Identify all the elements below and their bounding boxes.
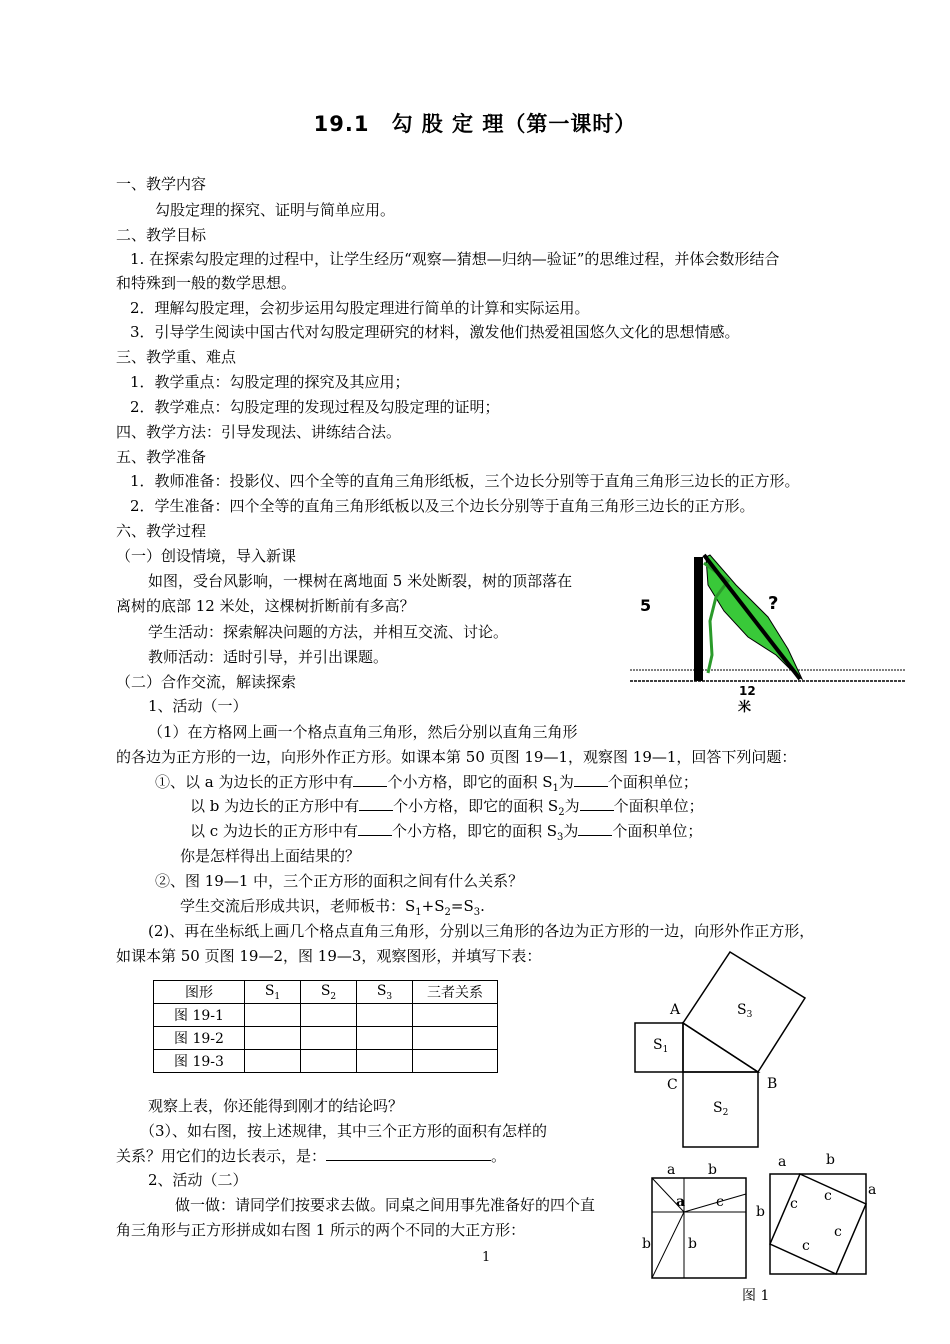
vertex-C: C bbox=[667, 1077, 678, 1093]
pythagoras-squares-figure bbox=[625, 948, 825, 1153]
paragraph: 1．教师准备：投影仪、四个全等的直角三角形纸板，三个边长分别等于直角三角形三边长的正方形。 bbox=[130, 472, 800, 490]
fig1-label: b bbox=[708, 1162, 717, 1178]
question-line: 以 c 为边长的正方形中有 个小方格，即它的面积 $S_3$为 个面积单位； bbox=[190, 822, 703, 843]
paragraph: 角三角形与正方形拼成如右图 1 所示的两个不同的大正方形： bbox=[116, 1221, 526, 1239]
figure-1-squares bbox=[636, 1150, 876, 1310]
height-label: 5 bbox=[640, 596, 652, 615]
area-S1: $S_1$ bbox=[653, 1037, 669, 1055]
fig1-label: b bbox=[756, 1204, 765, 1220]
tree-trunk bbox=[694, 557, 703, 681]
section-heading: 五、教学准备 bbox=[116, 448, 207, 466]
paragraph: 观察上表，你还能得到刚才的结论吗？ bbox=[148, 1097, 404, 1115]
table-header-cell: $S_1$ bbox=[245, 981, 301, 1004]
paragraph: 勾股定理的探究、证明与简单应用。 bbox=[155, 201, 396, 219]
data-table bbox=[153, 980, 498, 1073]
paragraph: 和特殊到一般的数学思想。 bbox=[116, 274, 297, 292]
page-title: 19.1 勾 股 定 理（第一课时） bbox=[313, 112, 637, 136]
paragraph: （1）在方格网上画一个格点直角三角形，然后分别以直角三角形 bbox=[148, 723, 578, 741]
section-heading: 六、教学过程 bbox=[116, 522, 207, 540]
area-S2: $S_2$ bbox=[713, 1100, 729, 1118]
fig1-label: c bbox=[716, 1194, 724, 1210]
table-cell[interactable] bbox=[301, 1004, 357, 1027]
paragraph: 1、活动（一） bbox=[148, 697, 248, 715]
distance-label: 12 bbox=[739, 684, 756, 698]
vertex-A: A bbox=[670, 1002, 681, 1018]
question-line: 以 b 为边长的正方形中有 个小方格，即它的面积 $S_2$为 个面积单位； bbox=[190, 797, 704, 818]
fig1-label: b bbox=[688, 1236, 697, 1252]
paragraph: 1. 在探索勾股定理的过程中，让学生经历“观察—猜想—归纳—验证”的思维过程，并体会数形结合 bbox=[130, 250, 780, 268]
table-cell[interactable] bbox=[413, 1027, 498, 1050]
paragraph: 学生活动：探索解决问题的方法，并相互交流、讨论。 bbox=[148, 623, 509, 641]
section-heading: 三、教学重、难点 bbox=[116, 348, 237, 366]
table-cell[interactable] bbox=[245, 1050, 301, 1073]
table-cell[interactable] bbox=[301, 1027, 357, 1050]
answer-blank[interactable] bbox=[580, 796, 614, 811]
fig1-label: c bbox=[824, 1188, 832, 1204]
paragraph: 的各边为正方形的一边，向形外作正方形。如课本第 50 页图 19—1，观察图 19—1，回答下列问题： bbox=[116, 748, 797, 766]
fig1-label: b bbox=[826, 1152, 835, 1168]
vertex-B: B bbox=[767, 1076, 778, 1092]
figure-caption: 图 1 bbox=[742, 1288, 770, 1304]
paragraph: 你是怎样得出上面结果的？ bbox=[180, 847, 361, 865]
paragraph: 离树的底部 12 米处，这棵树折断前有多高？ bbox=[116, 597, 415, 615]
section-heading: 一、教学内容 bbox=[116, 175, 207, 193]
answer-blank[interactable] bbox=[326, 1146, 491, 1161]
table-cell[interactable] bbox=[413, 1004, 498, 1027]
fig1-label: a bbox=[868, 1182, 876, 1198]
paragraph: 2．教学难点：勾股定理的发现过程及勾股定理的证明； bbox=[130, 398, 500, 416]
fig1-label: a bbox=[778, 1154, 787, 1170]
table-header-cell: 图形 bbox=[154, 981, 245, 1004]
table-header-cell: 三者关系 bbox=[413, 981, 498, 1004]
section-heading: 四、教学方法：引导发现法、讲练结合法。 bbox=[116, 423, 402, 441]
table-header-cell: $S_2$ bbox=[301, 981, 357, 1004]
fig1-label: b bbox=[642, 1236, 651, 1252]
sub-heading: （一）创设情境，导入新课 bbox=[116, 547, 297, 565]
table-cell: 图 19-2 bbox=[154, 1027, 245, 1050]
paragraph: 2．学生准备：四个全等的直角三角形纸板以及三个边长分别等于直角三角形三边长的正方形。 bbox=[130, 497, 755, 515]
table-cell[interactable] bbox=[357, 1050, 413, 1073]
table-cell[interactable] bbox=[357, 1004, 413, 1027]
answer-blank[interactable] bbox=[358, 821, 392, 836]
paragraph: 做一做：请同学们按要求去做。同桌之间用事先准备好的四个直 bbox=[175, 1196, 596, 1214]
table-cell[interactable] bbox=[245, 1027, 301, 1050]
question-label: ? bbox=[768, 593, 779, 614]
answer-blank[interactable] bbox=[574, 772, 608, 787]
table-header-cell: $S_3$ bbox=[357, 981, 413, 1004]
paragraph: 如课本第 50 页图 19—2，图 19—3，观察图形，并填写下表： bbox=[116, 947, 542, 965]
table-row bbox=[154, 1004, 498, 1027]
paragraph: 1．教学重点：勾股定理的探究及其应用； bbox=[130, 373, 410, 391]
section-heading: 二、教学目标 bbox=[116, 226, 207, 244]
paragraph: 教师活动：适时引导，并引出课题。 bbox=[148, 648, 389, 666]
paragraph: ②、图 19—1 中，三个正方形的面积之间有什么关系？ bbox=[155, 872, 524, 890]
table-cell: 图 19-1 bbox=[154, 1004, 245, 1027]
broken-tree-figure bbox=[628, 545, 910, 725]
unit-label: 米 bbox=[738, 700, 752, 715]
fig1-label: a bbox=[667, 1162, 676, 1178]
question-line: 关系？用它们的边长表示，是： 。 bbox=[116, 1147, 507, 1165]
paragraph: 3．引导学生阅读中国古代对勾股定理研究的材料，激发他们热爱祖国悠久文化的思想情感。 bbox=[130, 323, 740, 341]
fig1-label: a bbox=[676, 1194, 686, 1210]
table-cell[interactable] bbox=[301, 1050, 357, 1073]
fig1-label: c bbox=[802, 1238, 810, 1254]
paragraph: (2)、再在坐标纸上画几个格点直角三角形，分别以三角形的各边为正方形的一边，向形外作正方形， bbox=[148, 922, 815, 940]
table-cell: 图 19-3 bbox=[154, 1050, 245, 1073]
fallen-trunk bbox=[704, 555, 800, 679]
answer-blank[interactable] bbox=[578, 821, 612, 836]
paragraph: 2．理解勾股定理，会初步运用勾股定理进行简单的计算和实际运用。 bbox=[130, 299, 590, 317]
table-row bbox=[154, 1027, 498, 1050]
area-S3: $S_3$ bbox=[737, 1002, 753, 1020]
table-cell[interactable] bbox=[245, 1004, 301, 1027]
table-row bbox=[154, 1050, 498, 1073]
sub-heading: （二）合作交流，解读探索 bbox=[116, 673, 297, 691]
fig1-label: c bbox=[790, 1196, 798, 1212]
table-cell[interactable] bbox=[357, 1027, 413, 1050]
answer-blank[interactable] bbox=[359, 796, 393, 811]
paragraph: （3）、如右图，按上述规律，其中三个正方形的面积有怎样的 bbox=[140, 1122, 548, 1140]
answer-blank[interactable] bbox=[353, 772, 387, 787]
paragraph: 2、活动（二） bbox=[148, 1171, 248, 1189]
fig1-label: c bbox=[834, 1224, 842, 1240]
question-line: ①、以 a 为边长的正方形中有 个小方格，即它的面积 $S_1$为 个面积单位； bbox=[155, 773, 698, 794]
table-cell[interactable] bbox=[413, 1050, 498, 1073]
page-number: 1 bbox=[482, 1250, 491, 1265]
paragraph: 如图，受台风影响，一棵树在离地面 5 米处断裂，树的顶部落在 bbox=[148, 572, 573, 590]
paragraph: 学生交流后形成共识，老师板书：$S_1+S_2=S_3$. bbox=[180, 897, 485, 918]
